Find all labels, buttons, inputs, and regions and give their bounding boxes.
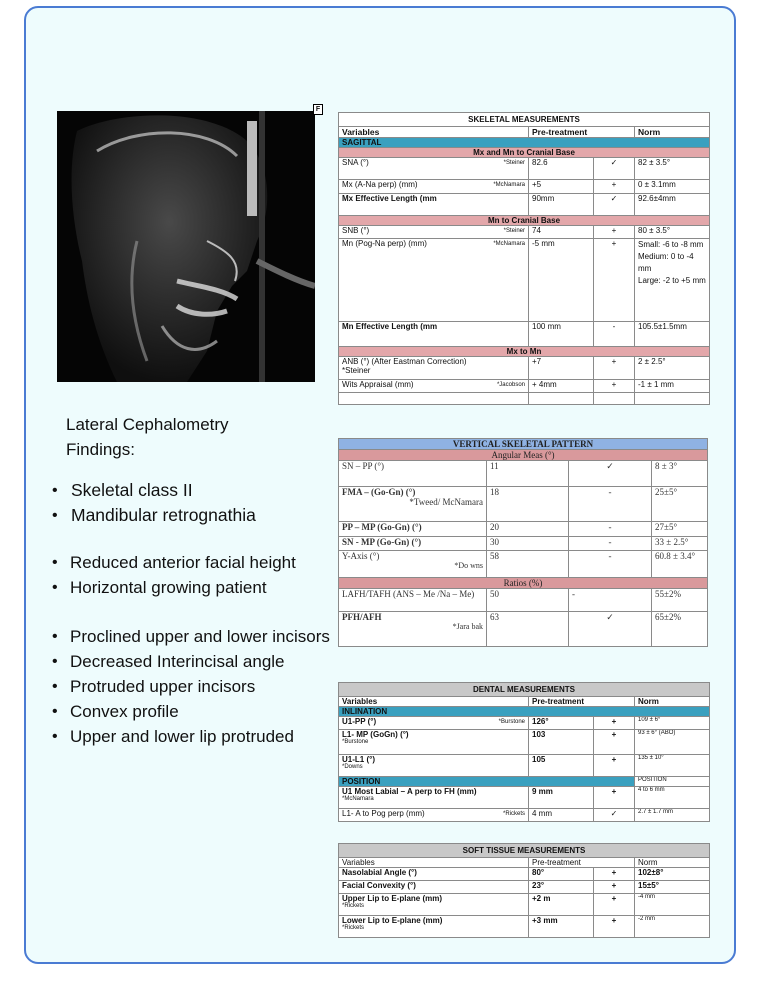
table-row: Y-Axis (°) *Do wns — [339, 551, 487, 578]
dental-measurements-table: DENTAL MEASUREMENTS Variables Pre-treatment Norm INLINATION U1-PP (°) *Burstone 126° + 109 ± 6° L1- MP (GoGn) (°) *Burstone 103 + 93 ± 6° (ABO) U1-L1 (°) *Downs 105 + 135 ± 10° POSITION POSITION U1 Most Labial – A perp to FH (mm) *McNamara 9 mm + 4 to 6 mm L1- A to Pog perp (mm) *Rickets 4 mm ✓ 2.7 ± 1.7 mm — [338, 682, 710, 822]
table-title: SKELETAL MEASUREMENTS — [339, 113, 710, 127]
skeletal-measurements-table: SKELETAL MEASUREMENTS Variables Pre-treatment Norm SAGITTAL Mx and Mn to Cranial Base SNA (°) *Steiner 82.6 ✓ 82 ± 3.5° Mx (A-Na perp) (mm) *McNamara +5 + 0 ± 3.1mm Mx Effective Length (mm 90mm ✓ 92.6±4mm Mn to Cranial Base SNB (°) *Steiner 74 + 80 ± 3.5° Mn (Pog-Na perp) (mm) *McNamara -5 mm + Small: -6 to -8 mm Medium: 0 to -4 mm Large: -2 to +5 mm Mn Effective Length (mm 100 mm - 105.5±1.5mm Mx to Mn ANB (°) (After Eastman Correction) *Steiner +7 + 2 ± 2.5° Wits Appraisal (mm) *Jacobson + 4mm + -1 ± 1 mm — [338, 112, 710, 405]
table-row: Mx (A-Na perp) (mm) *McNamara — [339, 180, 529, 194]
subsection-header: Mn to Cranial Base — [339, 216, 710, 226]
subsection-header: Ratios (%) — [339, 578, 708, 589]
section-header: INLINATION — [339, 707, 710, 717]
findings-list-vertical — [50, 550, 330, 600]
table-row: L1- A to Pog perp (mm) *Rickets — [339, 809, 529, 822]
subsection-header: Mx to Mn — [339, 347, 710, 357]
table-row: U1 Most Labial – A perp to FH (mm) *McNamara — [339, 787, 529, 809]
finding-item: • Proclined upper and lower incisors — [50, 624, 330, 649]
table-row: PFH/AFH *Jara bak — [339, 612, 487, 647]
column-header: Norm — [635, 697, 710, 707]
finding-item: • Mandibular retrognathia — [50, 503, 330, 528]
cephalometric-xray-image — [57, 111, 315, 382]
findings-title: Lateral Cephalometry Findings: — [66, 415, 229, 459]
table-row: Mn (Pog-Na perp) (mm) *McNamara — [339, 239, 529, 322]
column-header: Variables — [339, 858, 529, 868]
table-row: PP – MP (Go-Gn) (°) — [339, 522, 487, 537]
table-row: Wits Appraisal (mm) *Jacobson — [339, 380, 529, 393]
column-header: Pre-treatment — [529, 858, 635, 868]
finding-item: • Upper and lower lip protruded — [50, 724, 330, 749]
table-row: SN – PP (°) — [339, 461, 487, 487]
table-title: SOFT TISSUE MEASUREMENTS — [339, 844, 710, 858]
table-row: SNB (°) *Steiner — [339, 226, 529, 239]
column-header: Pre-treatment — [529, 697, 635, 707]
table-row: FMA – (Go-Gn) (°) *Tweed/ McNamara — [339, 487, 487, 522]
section-header: SAGITTAL — [339, 138, 710, 148]
table-title: VERTICAL SKELETAL PATTERN — [339, 439, 708, 450]
table-row: Lower Lip to E-plane (mm) *Rickets — [339, 916, 529, 938]
table-row: Facial Convexity (°) — [339, 881, 529, 894]
table-row: U1-L1 (°) *Downs — [339, 755, 529, 777]
xray-marker-label: F — [313, 104, 323, 115]
findings-list-dental — [50, 624, 330, 749]
finding-item: • Skeletal class II — [50, 478, 330, 503]
column-header: Variables — [339, 127, 529, 138]
table-row: Mx Effective Length (mm — [339, 194, 529, 216]
vertical-skeletal-pattern-table: VERTICAL SKELETAL PATTERN Angular Meas (°) SN – PP (°) 11 ✓ 8 ± 3° FMA – (Go-Gn) (°) *Tweed/ McNamara 18 - 25±5° PP – MP (Go-Gn) (°) 20 - 27±5° SN - MP (Go-Gn) (°) 30 - 33 ± 2.5° Y-Axis (°) *Do wns 58 - 60.8 ± 3.4° Ratios (%) LAFH/TAFH (ANS – Me /Na – Me) 50 - 55±2% PFH/AFH *Jara bak 63 ✓ 65±2% — [338, 438, 708, 647]
soft-tissue-measurements-table: SOFT TISSUE MEASUREMENTS Variables Pre-treatment Norm Nasolabial Angle (°) 80° + 102±8° Facial Convexity (°) 23° + 15±5° Upper Lip to E-plane (mm) *Rickets +2 m + -4 mm Lower Lip to E-plane (mm) *Rickets +3 mm + -2 mm — [338, 843, 710, 938]
section-header: POSITION — [339, 777, 635, 787]
table-title: DENTAL MEASUREMENTS — [339, 683, 710, 697]
table-row: Mn Effective Length (mm — [339, 322, 529, 347]
column-header: Norm — [635, 858, 710, 868]
subsection-header: Angular Meas (°) — [339, 450, 708, 461]
finding-item: • Protruded upper incisors — [50, 674, 330, 699]
column-header: Variables — [339, 697, 529, 707]
table-row: LAFH/TAFH (ANS – Me /Na – Me) — [339, 589, 487, 612]
findings-list-skeletal — [50, 478, 330, 528]
finding-item: • Decreased Interincisal angle — [50, 649, 330, 674]
column-header: Pre-treatment — [529, 127, 635, 138]
finding-item: • Reduced anterior facial height — [50, 550, 330, 575]
subsection-header: Mx and Mn to Cranial Base — [339, 148, 710, 158]
table-row: L1- MP (GoGn) (°) *Burstone — [339, 730, 529, 755]
table-row: Nasolabial Angle (°) — [339, 868, 529, 881]
table-row: SN - MP (Go-Gn) (°) — [339, 537, 487, 551]
table-row: Upper Lip to E-plane (mm) *Rickets — [339, 894, 529, 916]
table-row: ANB (°) (After Eastman Correction) *Steiner — [339, 357, 529, 380]
finding-item: • Convex profile — [50, 699, 330, 724]
column-header: Norm — [635, 127, 710, 138]
finding-item: • Horizontal growing patient — [50, 575, 330, 600]
table-row: U1-PP (°) *Burstone — [339, 717, 529, 730]
table-row: SNA (°) *Steiner — [339, 158, 529, 180]
